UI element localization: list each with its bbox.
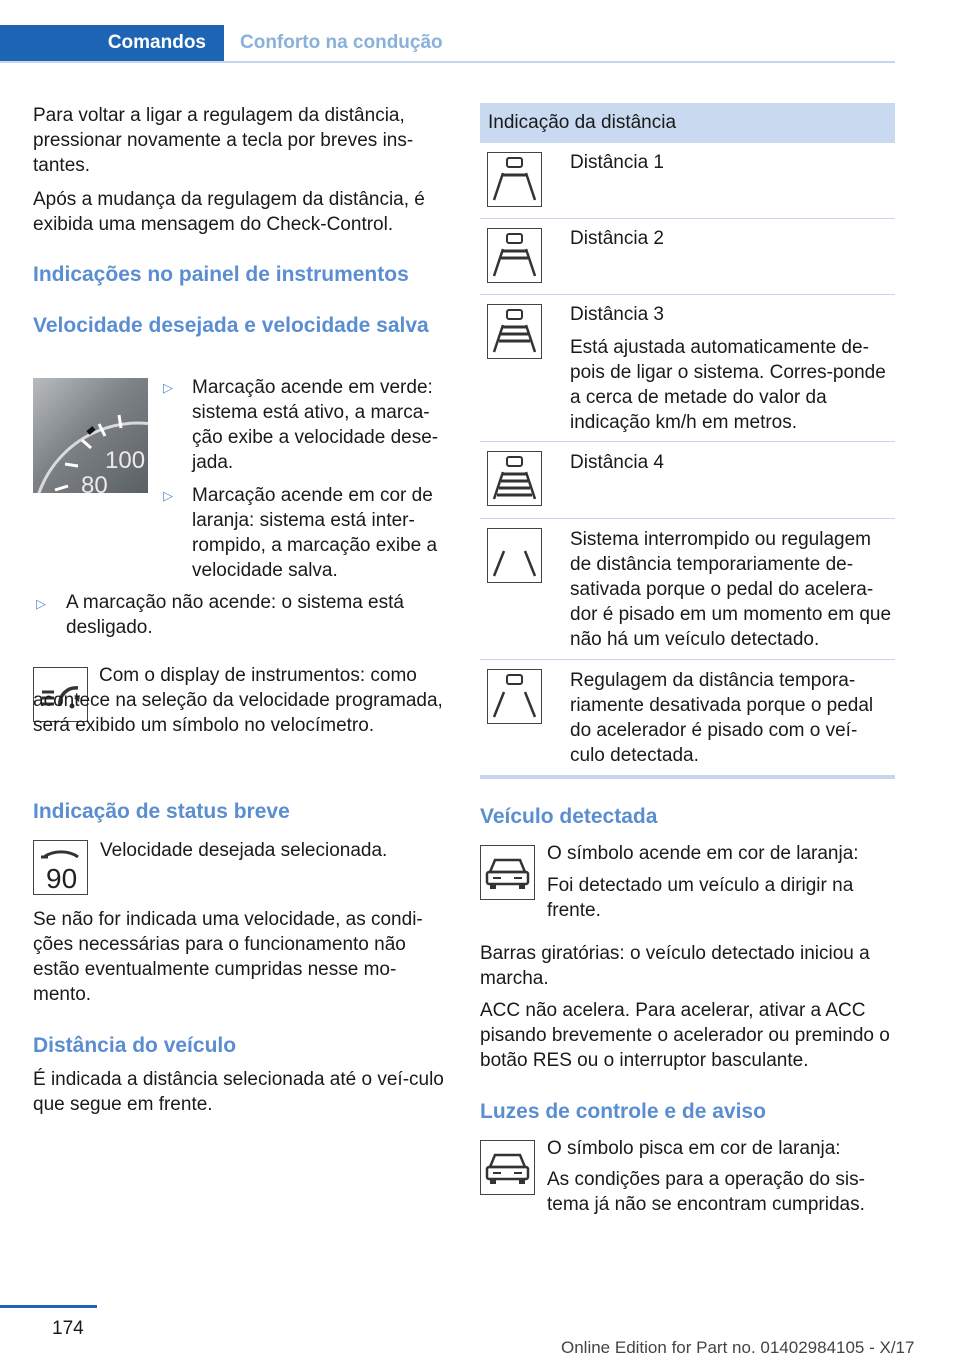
bullet-orange: Marcação acende em cor de laranja: sistema está inter‐rompido, a marcação exibe a velocidade salva. xyxy=(192,485,438,581)
heading-status: Indicação de status breve xyxy=(33,800,290,823)
page-number: 174 xyxy=(52,1318,84,1339)
distance-3-title: Distância 3 xyxy=(570,304,664,325)
table-bottom-rule xyxy=(480,775,895,779)
row-divider xyxy=(480,218,895,219)
distance-3-desc: Está ajustada automaticamente de‐pois de ligar o sistema. Corres‐ponde a cerca de metade do valor da indicação km/h em metros. xyxy=(570,337,886,433)
distance-deactivated-icon xyxy=(487,669,542,724)
distance-2-icon xyxy=(487,228,542,283)
speedometer-image xyxy=(33,378,148,493)
distance-1-title: Distância 1 xyxy=(570,152,664,173)
tab-conforto[interactable]: Conforto na condução xyxy=(240,32,443,53)
vehicle-detected-orange: O símbolo acende em cor de laranja: xyxy=(547,843,859,864)
row-divider xyxy=(480,294,895,295)
heading-desired-speed: Velocidade desejada e velocidade salva xyxy=(33,314,429,337)
paragraph-desired-speed: Velocidade desejada selecionada. xyxy=(100,840,388,861)
paragraph-no-speed: Se não for indicada uma velocidade, as condi‐ções necessárias para o funcionamento não estão eventualmente cumpridas nesse mo‐mento. xyxy=(33,909,423,1005)
row-divider xyxy=(480,441,895,442)
heading-vehicle-distance: Distância do veículo xyxy=(33,1034,237,1057)
vehicle-detected-desc: Foi detectado um veículo a dirigir na frente. xyxy=(547,875,854,921)
vehicle-detected-icon xyxy=(480,845,535,900)
system-interrupted-text: Sistema interrompido ou regulagem de distância temporariamente de‐sativada porque o pedal do acelera‐dor é pisado em um momento em que não há um veículo detectado. xyxy=(570,529,892,650)
distance-deactivated-text: Regulagem da distância tempora‐riamente desativada porque o pedal do acelerador é pisado com o veí‐culo detectada. xyxy=(570,670,874,766)
distance-3-icon xyxy=(487,304,542,359)
row-divider xyxy=(480,518,895,519)
paragraph-instrument-display: Com o display de instrumentos: como acontece na seleção da velocidade programada, será exibido um símbolo no velocímetro. xyxy=(33,665,443,736)
table-header: Indicação da distância xyxy=(480,103,895,143)
bullet-green: Marcação acende em verde: sistema está ativo, a marca‐ção exibe a velocidade dese‐jada. xyxy=(192,377,439,473)
bullet-marker: ▷ xyxy=(163,488,173,503)
paragraph-acc-accelerate: ACC não acelera. Para acelerar, ativar a ACC pisando brevemente o acelerador ou premindo o botão RES ou o interruptor basculante. xyxy=(480,1000,890,1071)
warning-vehicle-icon xyxy=(480,1140,535,1195)
distance-4-icon xyxy=(487,451,542,506)
row-divider xyxy=(480,659,895,660)
heading-instrument-panel: Indicações no painel de instrumentos xyxy=(33,263,409,286)
paragraph-check-control: Após a mudança da regulagem da distância, é exibida uma mensagem do Check-Control. xyxy=(33,189,425,235)
icon-label-90: 90 xyxy=(46,863,78,894)
system-interrupted-icon xyxy=(487,528,542,583)
heading-vehicle-detected: Veículo detectada xyxy=(480,805,658,828)
tab-comandos[interactable]: Comandos xyxy=(0,25,224,61)
warning-blinks-orange: O símbolo pisca em cor de laranja: xyxy=(547,1138,841,1159)
page-number-bar xyxy=(0,1305,97,1308)
distance-4-title: Distância 4 xyxy=(570,452,664,473)
edition-note: Online Edition for Part no. 01402984105 - X/17 xyxy=(561,1338,915,1357)
bullet-marker: ▷ xyxy=(36,596,46,611)
gauge-label-100: 100 xyxy=(105,447,146,474)
distance-1-icon xyxy=(487,152,542,207)
paragraph-distance: É indicada a distância selecionada até o veí‐culo que segue em frente. xyxy=(33,1069,444,1115)
bullet-off: A marcação não acende: o sistema está desligado. xyxy=(66,592,404,638)
paragraph-rotating-bars: Barras giratórias: o veículo detectado iniciou a marcha. xyxy=(480,943,870,989)
page-header xyxy=(0,25,895,63)
paragraph-reactivate: Para voltar a ligar a regulagem da distância, pressionar novamente a tecla por breves ins‐tantes. xyxy=(33,105,414,176)
gauge-label-80: 80 xyxy=(81,472,108,493)
distance-2-title: Distância 2 xyxy=(570,228,664,249)
speed-90-icon xyxy=(33,840,88,895)
bullet-marker: ▷ xyxy=(163,380,173,395)
warning-conditions: As condições para a operação do sis‐tema já não se encontram cumpridas. xyxy=(547,1169,865,1215)
heading-warning-lights: Luzes de controle e de aviso xyxy=(480,1100,766,1123)
